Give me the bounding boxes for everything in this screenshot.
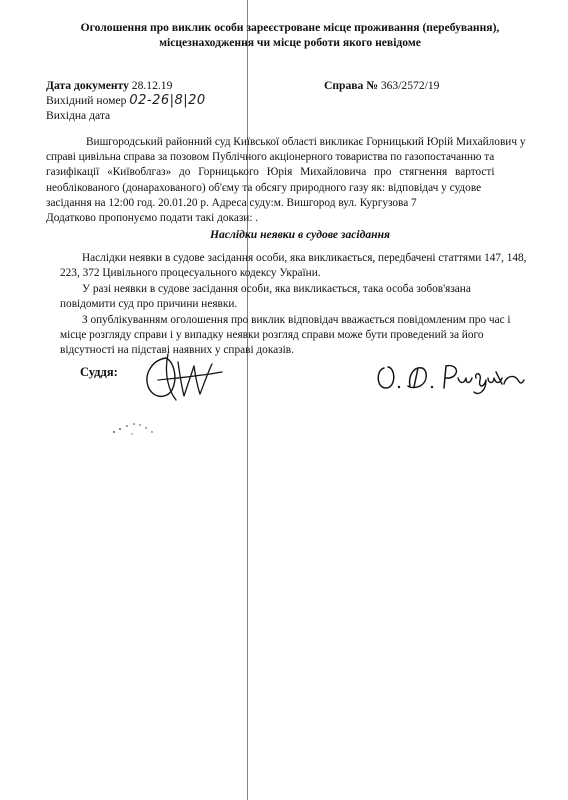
outgoing-number-label: Вихідний номер [46, 94, 127, 107]
text-line: Вишгородський районний суд Київської області викликає Горницький Юрій Михайлович у [86, 136, 526, 148]
text-line: повідомити суд про причини неявки. [60, 298, 238, 311]
page-fold-line [247, 0, 248, 800]
paragraph-summons [46, 135, 536, 226]
judge-signature [138, 350, 238, 408]
text-line: необлікованого (донарахованого) об'єму та обсягу природного газу як: відповідач у судове [46, 181, 482, 194]
notice-title-line-1: Оголошення про виклик особи зареєстроване місце проживання (перебування), [80, 21, 500, 34]
outgoing-date-label: Вихідна дата [46, 109, 111, 122]
text-line: З опублікуванням оголошення про виклик відповідач вважається повідомленим про час і [82, 314, 511, 326]
notice-title-line-2: місцезнаходження чи місце роботи якого невідоме [159, 36, 421, 49]
doc-date-label: Дата документу [46, 79, 129, 92]
document-date [46, 78, 172, 93]
stamp-marks [108, 412, 168, 442]
text-line: справі цивільна справа за позовом Публічного акціонерного товариства по газопостачанню та [46, 151, 495, 164]
text-line: У разі неявки в судове засідання особи, яка викликається, така особа зобов'язана [82, 283, 471, 295]
case-number [324, 78, 439, 93]
consequences-heading: Наслідки неявки в судове засідання [209, 228, 391, 241]
text-line: місце розгляду справи і у випадку неявки розгляд справи може бути проведений за його [60, 329, 484, 342]
paragraph-consequences [60, 251, 540, 281]
outgoing-number-handwritten: 02-26|8|20 [129, 93, 206, 108]
handwritten-judge-name [374, 358, 534, 398]
handwritten-name-text: О. Д. Рудюк [374, 358, 380, 359]
text-line: Додатково пропонуємо подати такі докази: . [46, 212, 259, 225]
case-label: Справа № [324, 79, 378, 92]
doc-date-value: 28.12.19 [131, 79, 173, 92]
case-number-value: 363/2572/19 [380, 79, 440, 92]
paragraph-publication [60, 313, 540, 359]
text-line: газифікації «Київоблгаз» до Горницького Юрія Михайловича про стягнення вартості [46, 166, 495, 179]
text-line: засідання на 12:00 год. 20.01.20 р. Адреса суду:м. Вишгород вул. Кургузова 7 [46, 196, 417, 209]
text-line: 223, 372 Цивільного процесуального кодексу України. [60, 267, 321, 280]
notice-title [40, 20, 540, 50]
judge-label: Суддя: [80, 365, 118, 379]
outgoing-number [46, 93, 206, 108]
text-line: Наслідки неявки в судове засідання особи, яка викликається, передбачені статтями 147, 148, [82, 252, 527, 264]
paragraph-absence [60, 282, 540, 312]
outgoing-date [46, 108, 110, 123]
text-line: відсутності на підставі наявних у справі доказів. [60, 344, 294, 357]
